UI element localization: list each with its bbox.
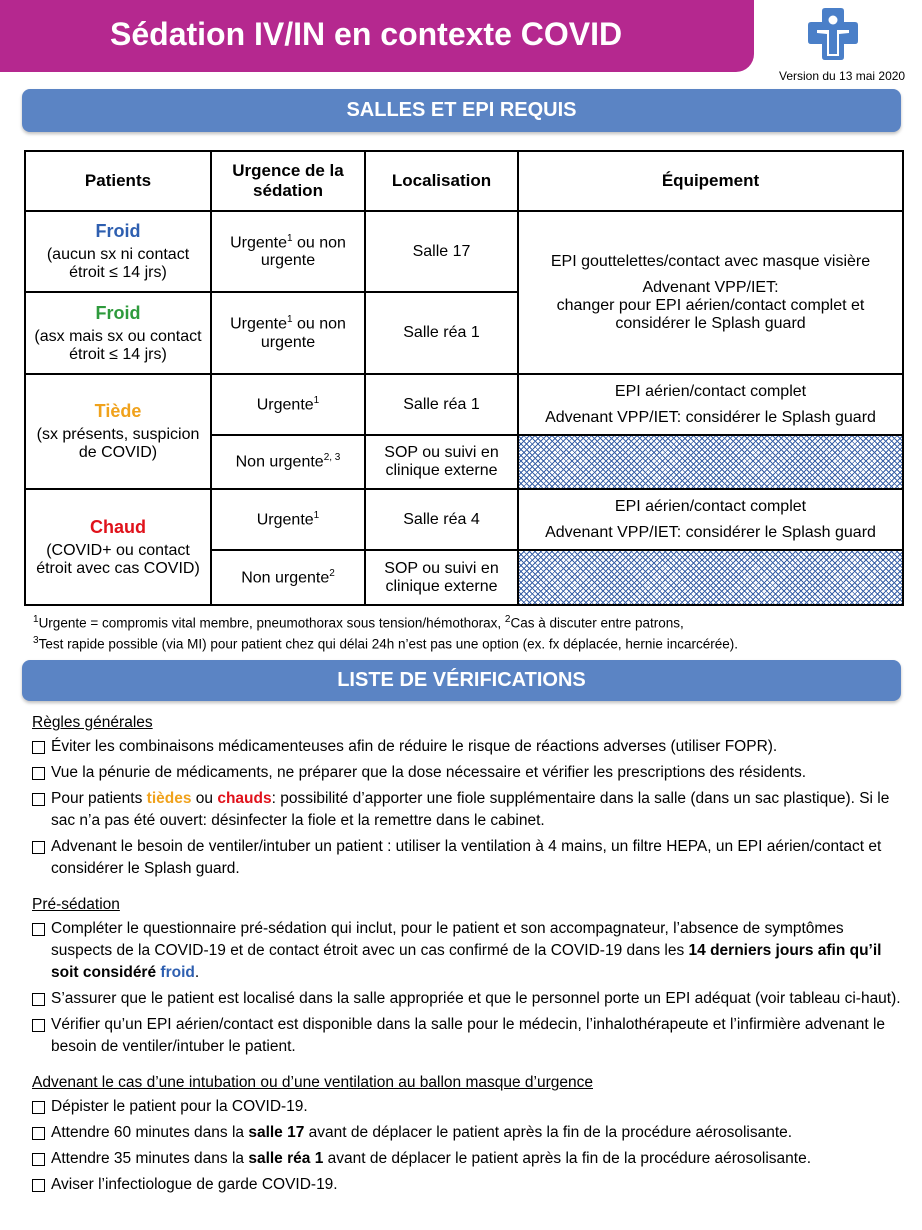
category-froid: Froid [95, 221, 141, 241]
cell-equipement: EPI aérien/contact complet Advenant VPP/IET: considérer le Splash guard [518, 489, 903, 550]
header-urgence: Urgence de la sédation [211, 151, 365, 211]
checklist [32, 712, 902, 1200]
checklist-item: Dépister le patient pour la COVID-19. [32, 1096, 902, 1118]
patient-desc: (COVID+ ou contact étroit avec cas COVID) [36, 541, 200, 577]
checklist-item: Advenant le besoin de ventiler/intuber un patient : utiliser la ventilation à 4 mains, un filtre HEPA, un EPI aérien/contact et considérer le Splash guard. [32, 836, 902, 880]
subhead-regles-generales: Règles générales [32, 714, 153, 731]
cell-hatched-empty [518, 550, 903, 605]
cell-urgence: Non urgente$^2$ [211, 550, 365, 605]
checklist-item: Éviter les combinaisons médicamenteuses afin de réduire le risque de réactions adverses (utiliser FOPR). [32, 736, 902, 758]
category-tiede: Tiède [94, 401, 142, 421]
cell-localisation: Salle 17 [365, 211, 518, 292]
cell-equipement-froid: EPI gouttelettes/contact avec masque visière Advenant VPP/IET: changer pour EPI aérien/contact complet et considérer le Splash guard [518, 211, 903, 374]
cell-equipement: EPI aérien/contact complet Advenant VPP/IET: considérer le Splash guard [518, 374, 903, 435]
table-header-row [25, 151, 903, 211]
checkbox[interactable] [32, 1153, 45, 1166]
cell-hatched-empty [518, 435, 903, 489]
medical-cross-logo-icon [808, 8, 858, 60]
checkbox[interactable] [32, 793, 45, 806]
table-row-tiede-1 [25, 374, 903, 435]
checklist-item: Vue la pénurie de médicaments, ne préparer que la dose nécessaire et vérifier les prescriptions des résidents. [32, 762, 902, 784]
checkbox[interactable] [32, 767, 45, 780]
checklist-item: Aviser l’infectiologue de garde COVID-19. [32, 1174, 902, 1196]
subhead-pre-sedation: Pré-sédation [32, 896, 120, 913]
cell-urgence: Urgente$^1$ [211, 489, 365, 550]
cell-patient-tiede [25, 374, 211, 489]
checklist-item: Vérifier qu’un EPI aérien/contact est disponible dans la salle pour le médecin, l’inhalothérapeute et l’infirmière advenant le besoin de ventiler/intuber le patient. [32, 1014, 902, 1058]
table-row-chaud-1 [25, 489, 903, 550]
cell-urgence: Urgente$^1$ ou non urgente [211, 211, 365, 292]
section-title-verifications: LISTE DE VÉRIFICATIONS [22, 660, 901, 701]
cell-localisation: SOP ou suivi en clinique externe [365, 550, 518, 605]
checklist-item: Pour patients tièdes ou chauds: possibilité d’apporter une fiole supplémentaire dans la salle (dans un sac plastique). Si le sac n’a pas été ouvert: désinfecter la fiole et la remettre dans le cabinet. [32, 788, 902, 832]
checkbox[interactable] [32, 923, 45, 936]
version-date: Version du 13 mai 2020 [779, 69, 906, 83]
checkbox[interactable] [32, 1019, 45, 1032]
cell-patient-chaud [25, 489, 211, 605]
checkbox[interactable] [32, 1179, 45, 1192]
checkbox[interactable] [32, 993, 45, 1006]
header-equipement: Équipement [518, 151, 903, 211]
section-title-salles-epi: SALLES ET EPI REQUIS [22, 89, 901, 132]
checkbox[interactable] [32, 841, 45, 854]
category-chaud: Chaud [90, 516, 146, 537]
checklist-item: S’assurer que le patient est localisé dans la salle appropriée et que le personnel porte un EPI adéquat (voir tableau ci-haut). [32, 988, 902, 1010]
table-footnotes: $^1$Urgente = compromis vital membre, pneumothorax sous tension/hémothorax, $^2$Cas à discuter entre patrons, $^3$Test rapide possible (via MI) pour patient chez qui délai 24h n’est pas une option (ex. fx déplacée, hernie incarcérée). [33, 614, 738, 651]
category-froid-asx: Froid [95, 302, 141, 323]
cell-patient-froid-2 [25, 292, 211, 374]
subhead-intubation: Advenant le cas d’une intubation ou d’une ventilation au ballon masque d’urgence [32, 1074, 593, 1091]
checklist-item: Compléter le questionnaire pré-sédation qui inclut, pour le patient et son accompagnateur, l’absence de symptômes suspects de la COVID-19 et de contact étroit avec un cas confirmé de la COVID-19 dans les 14 derniers jours afin qu’il soit considéré froid. [32, 918, 902, 984]
cell-urgence: Non urgente$^{2, 3}$ [211, 435, 365, 489]
checkbox[interactable] [32, 741, 45, 754]
checklist-item: Attendre 35 minutes dans la salle réa 1 avant de déplacer le patient après la fin de la procédure aérosolisante. [32, 1148, 902, 1170]
header-localisation: Localisation [365, 151, 518, 211]
patient-desc: (asx mais sx ou contact étroit ≤ 14 jrs) [34, 327, 202, 363]
epi-table [24, 150, 904, 606]
patient-desc: (aucun sx ni contact étroit ≤ 14 jrs) [46, 246, 190, 281]
header-patients: Patients [25, 151, 211, 211]
cell-localisation: Salle réa 4 [365, 489, 518, 550]
page-title: Sédation IV/IN en contexte COVID [110, 16, 623, 52]
cell-urgence: Urgente$^1$ ou non urgente [211, 292, 365, 374]
cell-localisation: SOP ou suivi en clinique externe [365, 435, 518, 489]
patient-desc: (sx présents, suspicion de COVID) [36, 426, 200, 461]
checklist-item: Attendre 60 minutes dans la salle 17 avant de déplacer le patient après la fin de la procédure aérosolisante. [32, 1122, 902, 1144]
table-row-froid-1 [25, 211, 903, 292]
cell-localisation: Salle réa 1 [365, 292, 518, 374]
checkbox[interactable] [32, 1101, 45, 1114]
checkbox[interactable] [32, 1127, 45, 1140]
cell-localisation: Salle réa 1 [365, 374, 518, 435]
cell-urgence: Urgente$^1$ [211, 374, 365, 435]
cell-patient-froid-1 [25, 211, 211, 292]
